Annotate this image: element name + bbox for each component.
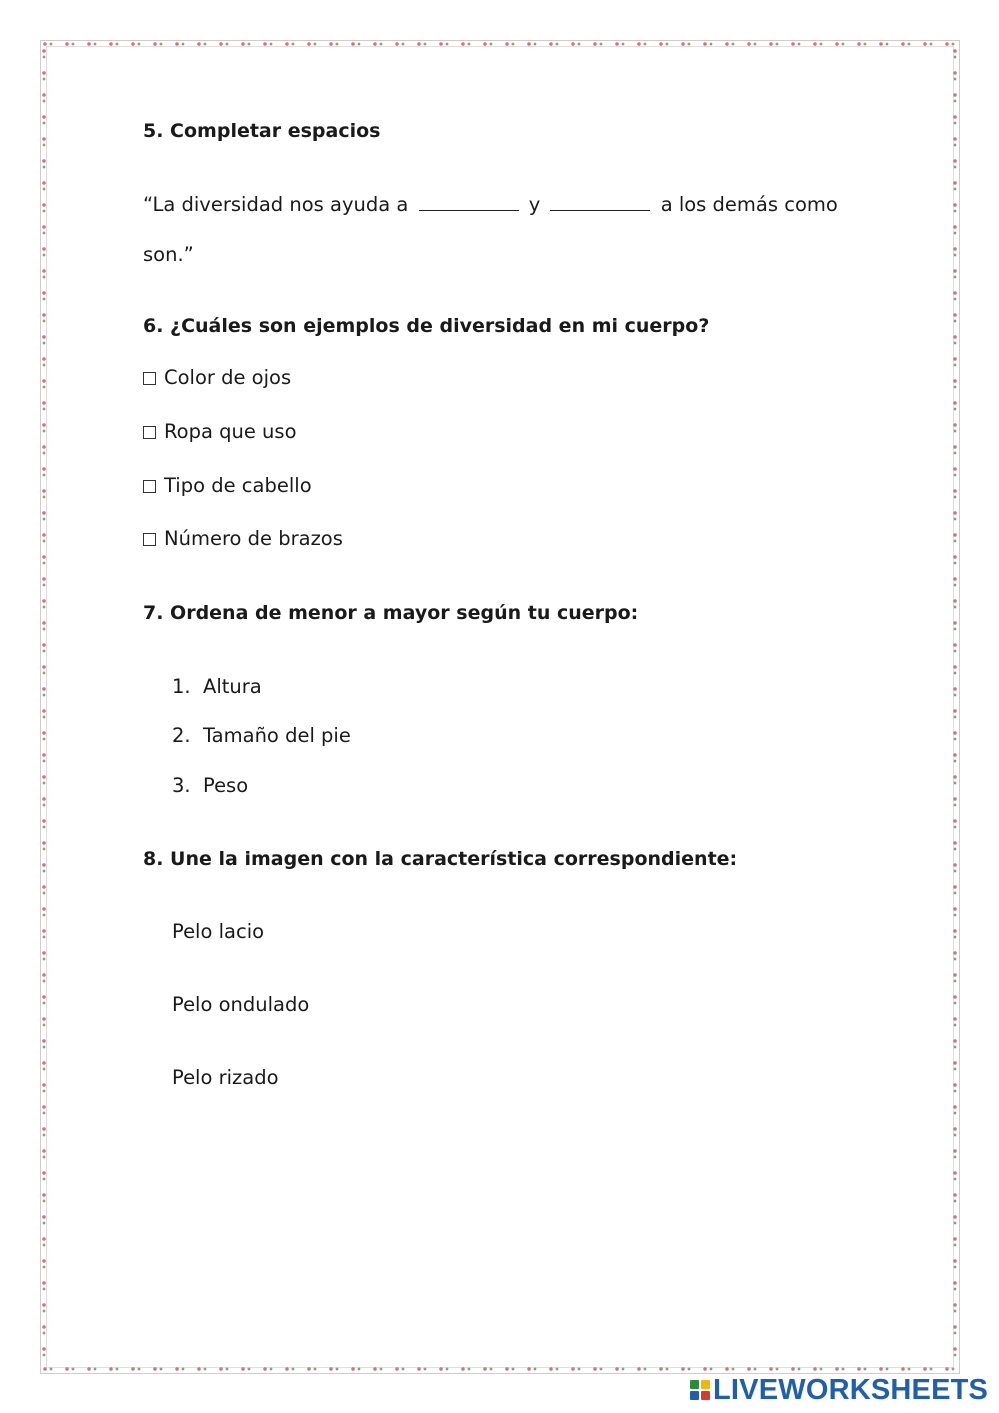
q5-sentence-line2: son.” (143, 243, 194, 266)
q7-item-number: 1. (172, 675, 191, 698)
checkbox[interactable] (143, 533, 156, 546)
checkbox[interactable] (143, 480, 156, 493)
q6-option[interactable] (143, 366, 291, 389)
q5-sentence-part1: “La diversidad nos ayuda a (143, 193, 409, 216)
border-decoration-top (42, 41, 958, 47)
q7-item-label: Peso (203, 774, 249, 797)
q6-option-label: Tipo de cabello (164, 474, 312, 497)
q5-sentence-part2: y (528, 193, 541, 216)
border-decoration-bottom (42, 1366, 958, 1372)
q6-option[interactable] (143, 474, 312, 497)
q7-item-number: 2. (172, 724, 191, 747)
border-decoration-left (41, 48, 47, 1366)
logo-square (690, 1380, 699, 1389)
q7-item-number: 3. (172, 774, 191, 797)
q6-option-label: Ropa que uso (164, 420, 297, 443)
q8-match-item[interactable]: Pelo lacio (172, 920, 265, 943)
q6-option[interactable] (143, 527, 343, 550)
q6-option[interactable] (143, 420, 297, 443)
q7-list-item (172, 774, 248, 797)
q6-title: 6. ¿Cuáles son ejemplos de diversidad en mi cuerpo? (143, 315, 710, 337)
q5-sentence-part3: a los demás como (660, 193, 838, 216)
logo-icon (690, 1380, 710, 1400)
q8-match-item[interactable]: Pelo rizado (172, 1066, 279, 1089)
q7-list-item (172, 724, 351, 747)
logo-square (690, 1391, 699, 1400)
q6-option-label: Número de brazos (164, 527, 343, 550)
q6-option-label: Color de ojos (164, 366, 292, 389)
q5-title: 5. Completar espacios (143, 120, 381, 142)
q7-list-item (172, 675, 262, 698)
q8-title: 8. Une la imagen con la característica correspondiente: (143, 848, 738, 870)
border-decoration-right (952, 48, 958, 1366)
q7-title: 7. Ordena de menor a mayor según tu cuerpo: (143, 602, 639, 624)
q5-sentence-line1 (143, 193, 838, 216)
q5-blank-1[interactable] (419, 209, 519, 211)
logo-square (701, 1391, 710, 1400)
q5-blank-2[interactable] (550, 209, 650, 211)
q8-match-item[interactable]: Pelo ondulado (172, 993, 310, 1016)
checkbox[interactable] (143, 426, 156, 439)
q7-item-label: Altura (203, 675, 262, 698)
q7-item-label: Tamaño del pie (203, 724, 351, 747)
checkbox[interactable] (143, 372, 156, 385)
liveworksheets-logo (690, 1374, 988, 1406)
logo-text: LIVEWORKSHEETS (713, 1373, 989, 1406)
logo-square (701, 1380, 710, 1389)
